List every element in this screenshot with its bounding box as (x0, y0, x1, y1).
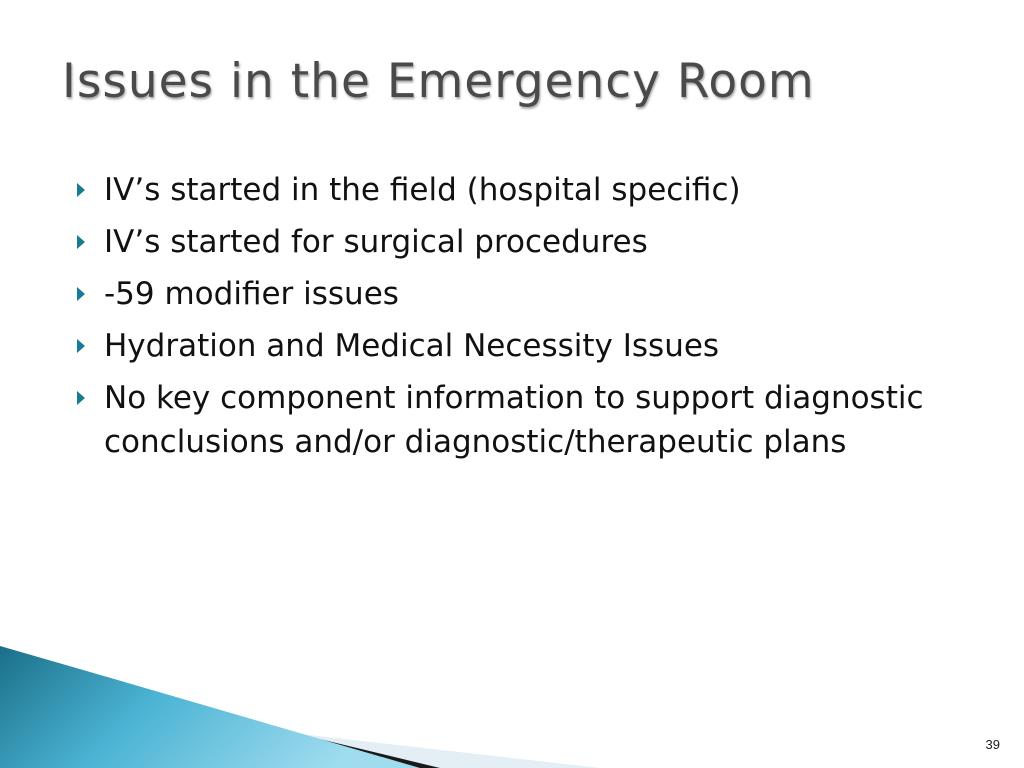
bullet-text: IV’s started in the field (hospital specific) (104, 172, 741, 208)
bullet-text: No key component information to support diagnostic conclusions and/or diagnostic/therapeutic plans (104, 380, 924, 460)
bullet-text: Hydration and Medical Necessity Issues (104, 328, 720, 364)
bullet-text: IV’s started for surgical procedures (104, 224, 648, 260)
bullet-text: -59 modifier issues (104, 276, 399, 312)
slide-title: Issues in the Emergency Room (62, 54, 815, 109)
slide-number: 39 (985, 737, 1000, 752)
blue-band (0, 646, 420, 768)
